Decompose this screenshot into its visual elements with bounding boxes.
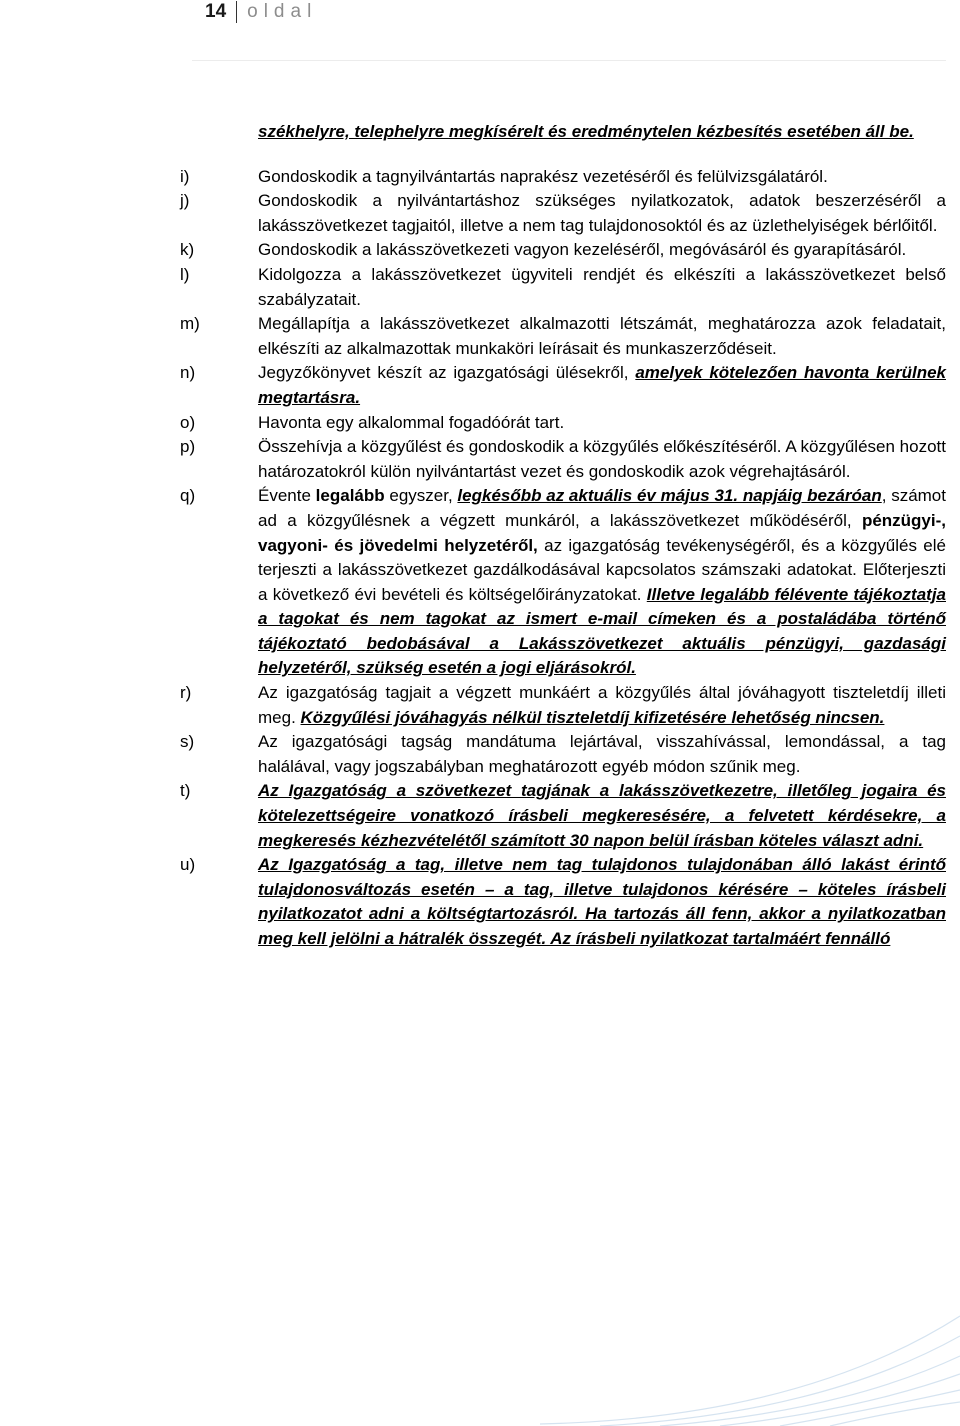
header-rule (192, 60, 946, 61)
item-text: Az igazgatósági tagság mandátuma lejártával, visszahívással, lemondással, a tag halálával, vagy jogszabályban meghatározott egyéb módon szűnik meg. (258, 732, 946, 776)
item-label: r) (180, 683, 192, 703)
item-text-emphasis: Illetve legalább félévente tájékoztatja a tagokat és nem tagokat az ismert e-mail címeken és a postaládába történő tájékoztató bedobásával a Lakásszövetkezet aktuális pénzügyi, gazdasági helyzetéről, szükség esetén a jogi eljárásokról. (258, 584, 946, 678)
item-text-plain: az igazgatóság tevékenységéről, és a közgyűlés elé terjeszti a lakásszövetkezet gazdálkodásával kapcsolatos számszaki adatokat. Előterjeszti a következő évi bevételi és költségelőirányzatokat. (258, 535, 946, 604)
list-item-o (180, 411, 946, 436)
list-item-i (180, 165, 946, 190)
decoration-curve (600, 1336, 960, 1426)
list-item-r (180, 681, 946, 730)
item-text-plain: Évente (258, 486, 316, 506)
page-word: oldal (247, 1, 318, 22)
item-label: i) (180, 166, 190, 186)
item-label: u) (180, 855, 196, 875)
item-text: Havonta egy alkalommal fogadóórát tart. (258, 412, 565, 432)
page-header (205, 0, 317, 24)
item-text-plain: egyszer, (384, 486, 458, 506)
item-text (258, 484, 946, 681)
item-text-emphasis: Közgyűlési jóváhagyás nélkül tiszteletdíj kifizetésére lehetőség nincsen. (300, 707, 885, 727)
list-item-u (180, 853, 946, 951)
decoration-curve (540, 1316, 960, 1424)
list-item-m (180, 312, 946, 361)
list-item-q (180, 484, 946, 681)
page-number: 14 (205, 1, 227, 22)
item-label: j) (180, 191, 190, 211)
item-text-plain: Az igazgatóság tagjait a végzett munkáért a közgyűlés által jóváhagyott tiszteletdíj illeti meg. (258, 683, 946, 727)
item-text-emphasis: amelyek kötelezően havonta kerülnek megtartásra. (258, 363, 946, 407)
list-item-n (180, 361, 946, 410)
item-text: Gondoskodik a nyilvántartáshoz szükséges nyilatkozatok, adatok beszerzéséről a lakásszövetkezet tagjaitól, illetve a nem tag tulajdonosoktól és az üzlethelyiségek bérlőitől. (258, 191, 946, 235)
item-text: Kidolgozza a lakásszövetkezet ügyviteli rendjét és elkészíti a lakásszövetkezet belső szabályzatait. (258, 264, 946, 309)
document-body (180, 120, 946, 952)
item-label: k) (180, 240, 195, 260)
list-item-j (180, 189, 946, 238)
item-text: Gondoskodik a lakásszövetkezeti vagyon kezeléséről, megóvásáról és gyarapításáról. (258, 240, 907, 260)
item-text: Az Igazgatóság a tag, illetve nem tag tulajdonos tulajdonában álló lakást érintő tulajdonosváltozás esetén – a tag, illetve tulajdonos kérésére – köteles írásbeli nyilatkozatot adni a költségtartozásról. Ha tartozás áll fenn, akkor a nyilatkozatban meg kell jelölni a hátralék összegét. Az írásbeli nyilatkozat tartalmáért fennálló (258, 855, 946, 948)
header-divider (236, 1, 237, 23)
item-label: n) (180, 363, 196, 383)
item-label: s) (180, 732, 195, 752)
item-text-bold: pénzügyi-, vagyoni- és jövedelmi helyzetéről, (258, 510, 946, 555)
list-item-l (180, 263, 946, 312)
list-item-k (180, 238, 946, 263)
list-item-p (180, 435, 946, 484)
item-label: t) (180, 781, 191, 801)
list-item-t (180, 779, 946, 853)
corner-decoration (540, 1296, 960, 1426)
item-label: l) (180, 264, 190, 284)
item-text: Gondoskodik a tagnyilvántartás naprakész vezetéséről és felülvizsgálatáról. (258, 166, 828, 186)
item-label: q) (180, 486, 196, 506)
item-label: m) (180, 314, 200, 334)
item-label: p) (180, 437, 196, 457)
item-text: Összehívja a közgyűlést és gondoskodik a közgyűlés előkészítéséről. A közgyűlésen hozott határozatokról külön nyilvántartást vezet és gondoskodik azok végrehajtásáról. (258, 437, 946, 481)
item-text-emphasis: legkésőbb az aktuális év május 31. napjáig bezáróan (457, 486, 882, 506)
item-text: Megállapítja a lakásszövetkezet alkalmazotti létszámát, meghatározza azok feladatait, elkészíti az alkalmazottak munkaköri leírásait és munkaszerződéseit. (258, 314, 946, 358)
item-label: o) (180, 412, 196, 432)
item-text: Az Igazgatóság a szövetkezet tagjának a lakásszövetkezetre, illetőleg jogaira és kötelezettségeire vonatkozó írásbeli megkeresésére, a felvetett kérdésekre, a megkeresés kézhezvételétől számított 30 napon belül írásban köteles választ adni. (258, 781, 946, 850)
item-text-bold: legalább (315, 486, 385, 506)
item-text (258, 361, 946, 410)
item-text (258, 681, 946, 730)
item-text-plain: Jegyzőkönyvet készít az igazgatósági ülésekről, (258, 363, 636, 383)
list-item-s (180, 730, 946, 779)
item-text-plain: , számot ad a közgyűlésnek a végzett munkáról, a lakásszövetkezet működéséről, (258, 486, 946, 530)
continuation-text: székhelyre, telephelyre megkísérelt és eredménytelen kézbesítés esetében áll be. (258, 122, 914, 141)
decoration-curve (720, 1374, 960, 1426)
